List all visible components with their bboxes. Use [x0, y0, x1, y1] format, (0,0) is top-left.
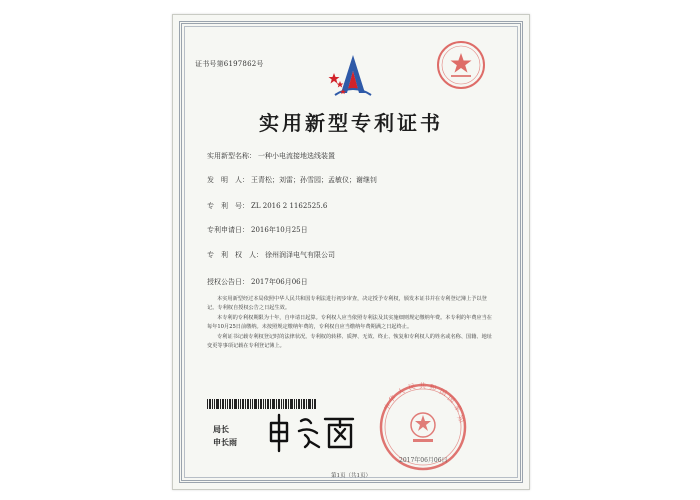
body-paragraph: 专利证书记载专利权登记时的法律状况。专利权的转移、质押、无效、终止、恢复和专利权人的姓名或名称、国籍、地址变更等事项记载在专利登记簿上。: [207, 333, 492, 350]
field-inventors: [207, 175, 377, 185]
svg-text:华: 华: [387, 393, 398, 405]
field-value: 徐州润泽电气有限公司: [265, 251, 335, 259]
svg-text:中: 中: [382, 401, 394, 413]
svg-text:知: 知: [455, 414, 466, 425]
field-label: 发 明 人：: [207, 176, 249, 184]
certificate-body: [207, 295, 497, 351]
field-application-date: [207, 225, 308, 235]
svg-text:家: 家: [452, 403, 464, 414]
field-label: 专利申请日：: [207, 226, 249, 234]
field-value: 一种小电流接地选线装置: [258, 152, 335, 160]
field-value: 2017年06月06日: [251, 278, 308, 286]
svg-text:和: 和: [428, 383, 438, 393]
patent-office-emblem-icon: [325, 53, 381, 105]
official-stamp-icon: [435, 39, 487, 91]
body-paragraph: 本实用新型经过本局依照中华人民共和国专利法进行初步审查，决定授予专利权，颁发本证书并在专利登记簿上予以登记。专利权自授权公告之日起生效。: [207, 296, 487, 312]
field-utility-model-name: [207, 151, 335, 161]
signer-title: 局长: [213, 424, 229, 434]
svg-text:国: 国: [445, 394, 457, 405]
field-patentee: [207, 250, 335, 260]
certificate-title: 实用新型专利证书: [259, 111, 443, 135]
svg-text:人: 人: [396, 386, 407, 397]
body-paragraph: 本专利的专利权期限为十年，自申请日起算。专利权人应当依照专利法及其实施细则规定缴纳年费。本专利的年费应当在每年10月25日前缴纳。未按照规定缴纳年费的，专利权自应当缴纳年费期满之日起终止。: [207, 314, 492, 331]
field-label: 授权公告日：: [207, 278, 249, 286]
field-label: 实用新型名称：: [207, 152, 256, 160]
barcode: [207, 399, 317, 409]
field-patent-number: [207, 201, 327, 211]
field-value: 2016年10月25日: [251, 226, 308, 234]
certificate-number: 证书号第6197862号: [195, 60, 264, 68]
field-value: 王青松；刘雷；孙雪园；孟敏仪；谢继钊: [251, 176, 377, 184]
certificate-page: [172, 14, 530, 490]
field-label: 专 利 权 人：: [207, 251, 263, 259]
svg-text:国: 国: [438, 387, 448, 398]
field-value: ZL 2016 2 1162525.6: [251, 202, 328, 210]
field-label: 专 利 号：: [207, 202, 249, 210]
svg-text:民: 民: [407, 382, 417, 392]
svg-text:共: 共: [419, 382, 426, 390]
handwritten-signature: [265, 411, 357, 455]
field-grant-date: [207, 277, 308, 287]
page-number: 第1页（共1页）: [331, 473, 371, 479]
seal-date: 2017年06月06日: [399, 457, 448, 464]
signer-name: 申长雨: [213, 437, 237, 447]
